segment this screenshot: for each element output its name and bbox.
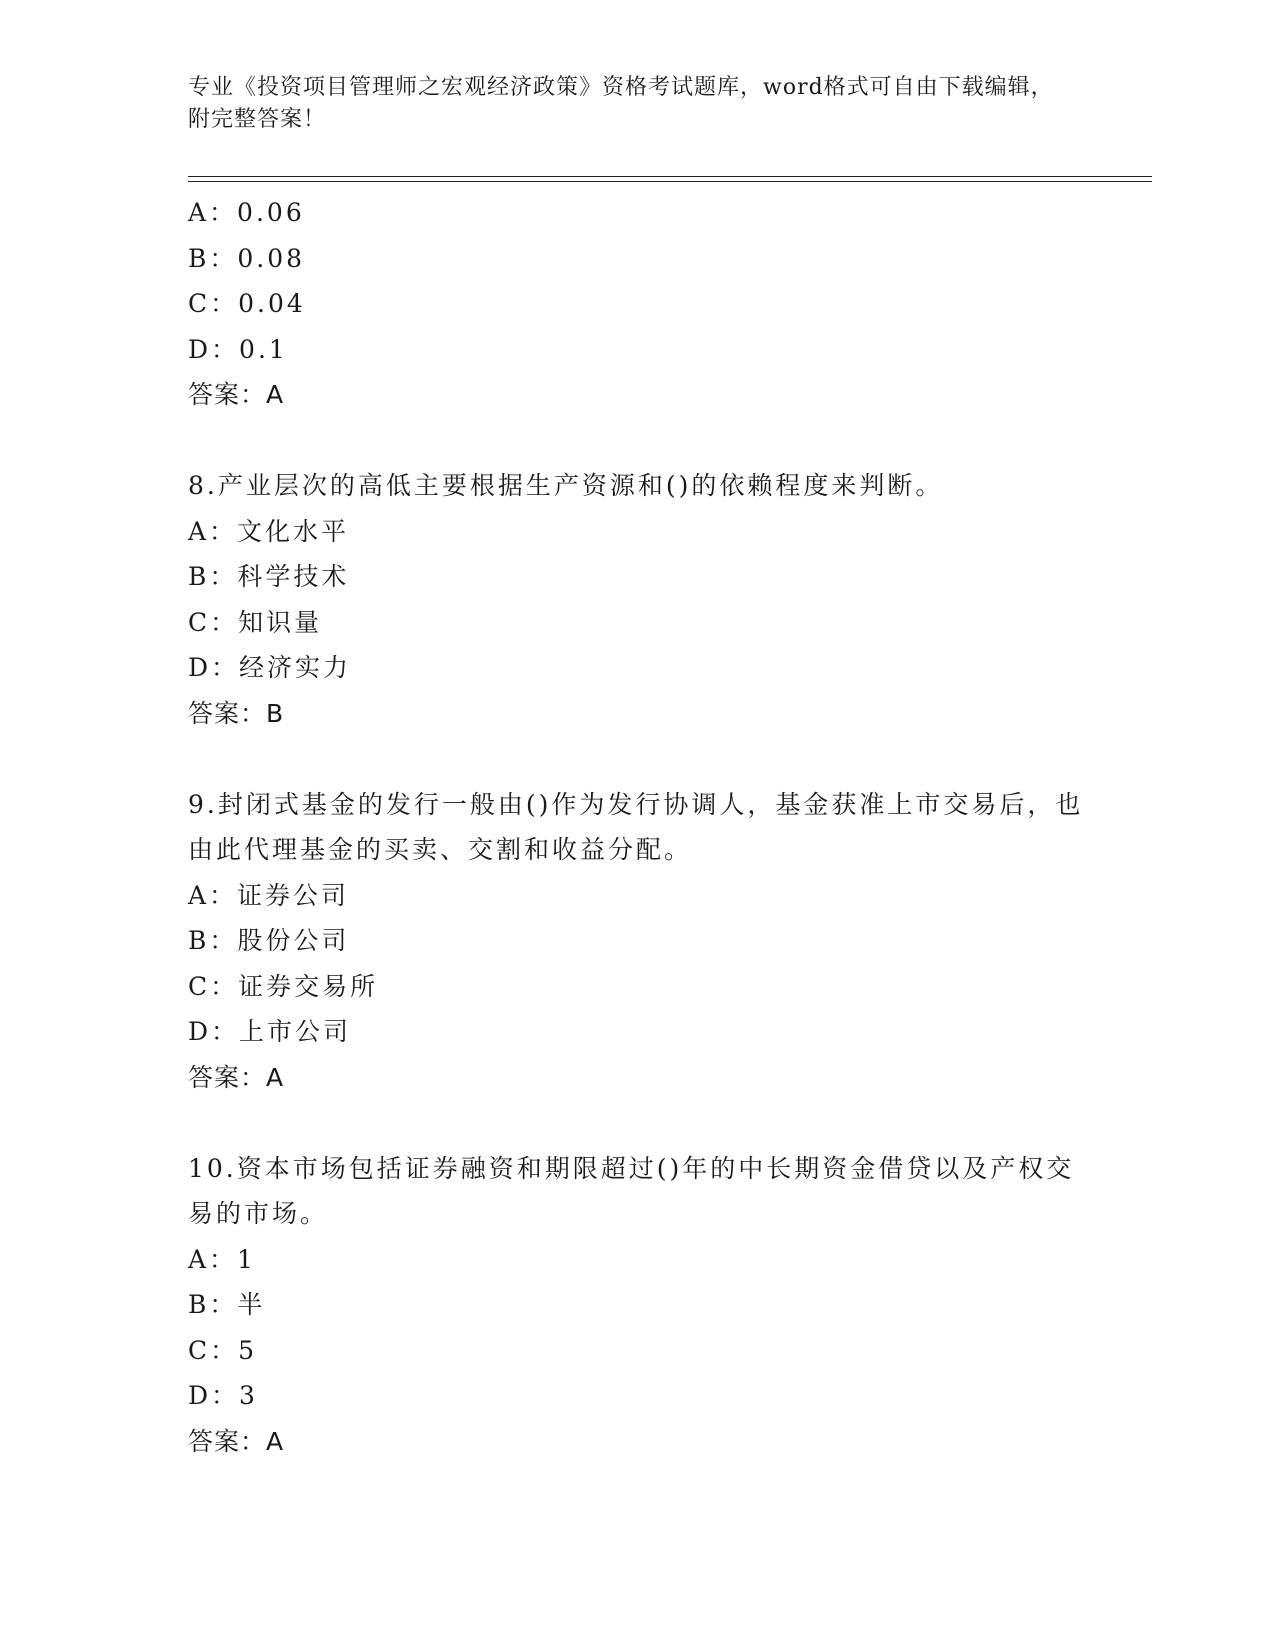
option-d: D：0.1	[188, 334, 288, 364]
question-8	[188, 463, 1088, 736]
spacer	[188, 1100, 1088, 1146]
option-c: C：5	[188, 1335, 258, 1365]
answer-line	[188, 1055, 1088, 1101]
option-b: B：半	[188, 1290, 266, 1319]
question-9	[188, 782, 1088, 1101]
header-rule-top	[188, 176, 1152, 177]
question-stem: 8.产业层次的高低主要根据生产资源和()的依赖程度来判断。	[188, 471, 944, 500]
option-a: A：0.06	[188, 198, 305, 227]
header-rule-bottom	[188, 181, 1152, 182]
question-10	[188, 1146, 1088, 1465]
answer-label: 答案：	[188, 380, 267, 409]
option-b: B：科学技术	[188, 562, 350, 591]
document-header: 专业《投资项目管理师之宏观经济政策》资格考试题库，word格式可自由下载编辑，附完整答案！	[188, 75, 1054, 132]
answer-value: A	[266, 1426, 285, 1456]
option-d: D：3	[188, 1381, 258, 1410]
answer-value: A	[266, 380, 285, 409]
question-list	[188, 190, 1088, 1464]
option-b: B：0.08	[188, 243, 306, 273]
answer-label: 答案：	[188, 698, 267, 728]
answer-value: A	[266, 1062, 285, 1092]
answer-label: 答案：	[188, 1062, 267, 1092]
question-stem: 10.资本市场包括证券融资和期限超过()年的中长期资金借贷以及产权交易的市场。	[188, 1153, 1075, 1228]
option-a: A：1	[188, 1244, 256, 1274]
spacer	[188, 418, 1088, 464]
answer-line	[188, 691, 1088, 737]
answer-line	[188, 372, 1088, 418]
option-b: B：股份公司	[188, 926, 350, 955]
option-d: D：上市公司	[188, 1017, 352, 1046]
option-a: A：证券公司	[188, 880, 350, 910]
option-c: C：0.04	[188, 289, 306, 318]
question-stem: 9.封闭式基金的发行一般由()作为发行协调人，基金获准上市交易后，也由此代理基金的买卖、交割和收益分配。	[188, 789, 1084, 864]
answer-label: 答案：	[188, 1426, 267, 1456]
option-a: A：文化水平	[188, 516, 350, 546]
answer-line	[188, 1419, 1088, 1465]
option-d: D：经济实力	[188, 653, 352, 682]
question-7-tail	[188, 190, 1088, 418]
spacer	[188, 736, 1088, 782]
answer-value: B	[266, 698, 285, 728]
option-c: C：知识量	[188, 607, 323, 637]
option-c: C：证券交易所	[188, 971, 379, 1001]
